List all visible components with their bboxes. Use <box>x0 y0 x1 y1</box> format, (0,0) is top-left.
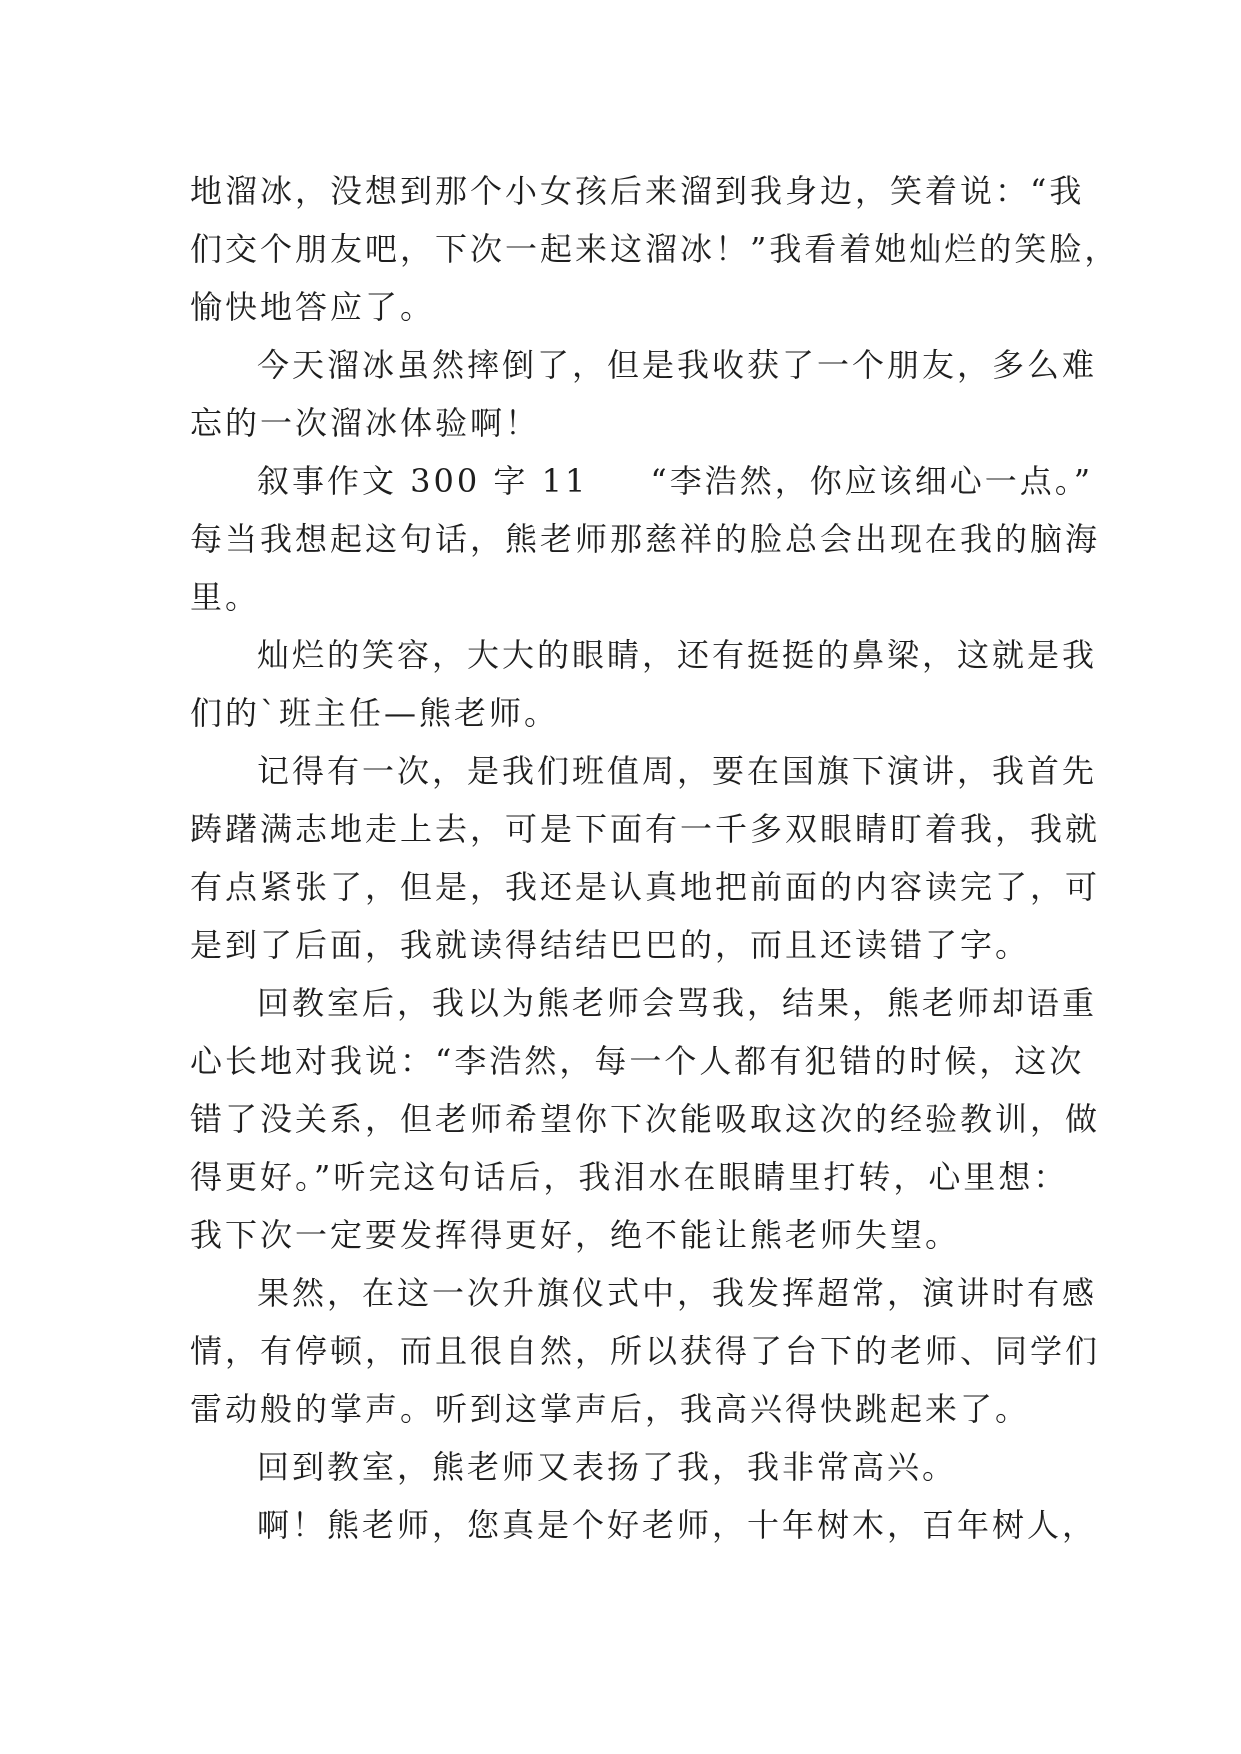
body-line: 每当我想起这句话，熊老师那慈祥的脸总会出现在我的脑海 <box>190 520 1101 558</box>
document-body <box>190 162 1120 1554</box>
body-line: 愉快地答应了。 <box>190 288 436 326</box>
paragraph-start-line: 啊！熊老师，您真是个好老师，十年树木，百年树人， <box>257 1506 1098 1544</box>
body-line: 错了没关系，但老师希望你下次能吸取这次的经验教训，做 <box>190 1100 1101 1138</box>
paragraph-start-line: 灿烂的笑容，大大的眼睛，还有挺挺的鼻梁，这就是我 <box>257 636 1098 674</box>
body-line: 我下次一定要发挥得更好，绝不能让熊老师失望。 <box>190 1216 961 1254</box>
body-line: 雷动般的掌声。听到这掌声后，我高兴得快跳起来了。 <box>190 1390 1031 1428</box>
paragraph-start-line: 回到教室，熊老师又表扬了我，我非常高兴。 <box>257 1448 958 1486</box>
body-line: 里。 <box>190 578 261 616</box>
opening-quote: “李浩然，你应该细心一点。” <box>650 462 1094 500</box>
body-line: 踌躇满志地走上去，可是下面有一千多双眼睛盯着我，我就 <box>190 810 1101 848</box>
body-line: 们交个朋友吧，下次一起来这溜冰！”我看着她灿烂的笑脸， <box>190 230 1120 268</box>
paragraph-start-line: 果然，在这一次升旗仪式中，我发挥超常，演讲时有感 <box>257 1274 1098 1312</box>
body-line: 是到了后面，我就读得结结巴巴的，而且还读错了字。 <box>190 926 1031 964</box>
essay-title-line <box>190 452 1094 510</box>
essay-heading: 叙事作文 300 字 11 <box>257 462 589 500</box>
body-line: 忘的一次溜冰体验啊！ <box>190 404 541 442</box>
body-line: 情，有停顿，而且很自然，所以获得了台下的老师、同学们 <box>190 1332 1101 1370</box>
body-line: 有点紧张了，但是，我还是认真地把前面的内容读完了，可 <box>190 868 1101 906</box>
body-line: 心长地对我说：“李浩然，每一个人都有犯错的时候，这次 <box>190 1042 1085 1080</box>
paragraph-start-line: 今天溜冰虽然摔倒了，但是我收获了一个朋友，多么难 <box>257 346 1098 384</box>
body-line: 地溜冰，没想到那个小女孩后来溜到我身边，笑着说：“我 <box>190 172 1085 210</box>
body-line: 们的`班主任—熊老师。 <box>190 694 560 732</box>
paragraph-start-line: 记得有一次，是我们班值周，要在国旗下演讲，我首先 <box>257 752 1098 790</box>
body-line: 得更好。”听完这句话后，我泪水在眼睛里打转，心里想： <box>190 1158 1069 1196</box>
paragraph-start-line: 回教室后，我以为熊老师会骂我，结果，熊老师却语重 <box>257 984 1098 1022</box>
